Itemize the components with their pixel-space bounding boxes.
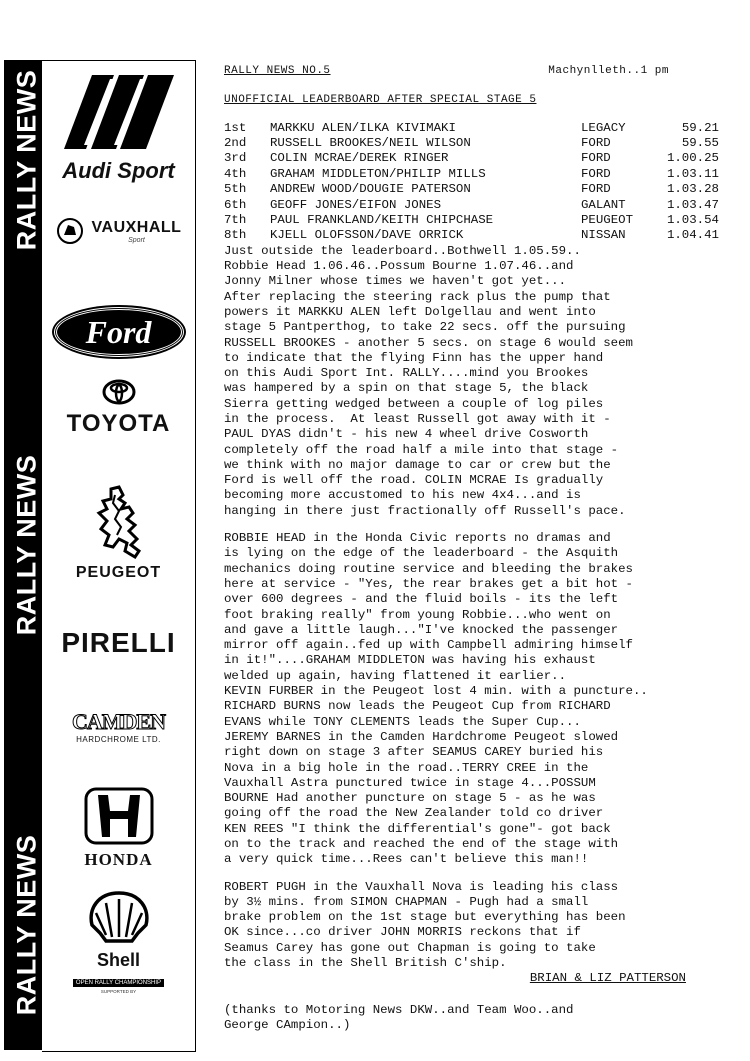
leaderboard-time: 1.03.28	[666, 182, 719, 197]
leaderboard-row	[224, 198, 744, 213]
vauxhall-text: VAUXHALL	[91, 218, 182, 236]
leaderboard-time: 59.21	[681, 120, 719, 135]
leaderboard-row	[224, 182, 744, 197]
ford-oval	[54, 307, 184, 357]
shell-sub-text: OPEN RALLY CHAMPIONSHIP	[73, 979, 164, 987]
toyota-text: TOYOTA	[66, 410, 171, 437]
leaderboard-row	[224, 151, 744, 166]
paragraph-2	[224, 531, 744, 868]
leaderboard-position: 7th	[224, 212, 247, 227]
text-line: in it!"....GRAHAM MIDDLETON was having his exhaust	[224, 653, 596, 668]
text-line: on this Audi Sport Int. RALLY....mind you Brookes	[224, 366, 589, 381]
text-line: Seamus Carey has gone out Chapman is going to take	[224, 940, 596, 955]
text-line: and gave a little laugh..."I've knocked the passenger	[224, 622, 619, 637]
leaderboard-time: 1.03.11	[666, 166, 719, 181]
shell-logo	[42, 891, 195, 994]
rally-news-banner: RALLY NEWS	[11, 69, 42, 251]
leaderboard-crew: RUSSELL BROOKES/NEIL WILSON	[270, 135, 471, 150]
text-line: over 600 degrees - and the fluid boils - its the left	[224, 592, 619, 607]
text-line: ROBBIE HEAD in the Honda Civic reports no dramas and	[224, 531, 611, 546]
vauxhall-sub-text: Sport	[128, 236, 145, 244]
text-line: Vauxhall Astra punctured twice in stage 4...POSSUM	[224, 775, 596, 790]
leaderboard-position: 1st	[224, 120, 247, 135]
text-line: on to the track and reached the end of the stage with	[224, 837, 619, 851]
peugeot-logo	[42, 485, 195, 582]
text-line: JEREMY BARNES in the Camden Hardchrome Peugeot slowed	[224, 729, 619, 744]
bulletin-header	[224, 64, 669, 79]
peugeot-lion-icon	[89, 485, 149, 559]
leaderboard-car: FORD	[581, 182, 611, 197]
location-time: Machynlleth..1 pm	[548, 65, 669, 77]
paragraph-3	[224, 880, 744, 972]
text-line: hanging in there just fractionally off Russell's pace.	[224, 503, 626, 518]
leaderboard-row	[224, 136, 744, 151]
leaderboard-car: PEUGEOT	[581, 212, 634, 227]
text-line: going off the road the New Zealander told co driver	[224, 806, 604, 821]
black-band	[4, 60, 42, 1050]
camden-sub-text: HARDCHROME LTD.	[76, 735, 161, 744]
leaderboard	[224, 121, 744, 244]
shell-supported-text: SUPPORTED BY	[100, 989, 137, 994]
rally-news-banner: RALLY NEWS	[11, 834, 42, 1016]
shell-text: Shell	[96, 950, 140, 970]
pirelli-text: PIRELLI	[61, 627, 176, 658]
leaderboard-car: GALANT	[581, 197, 626, 212]
peugeot-text: PEUGEOT	[75, 564, 162, 581]
text-line: we think with no major damage to car or crew but the	[224, 457, 611, 472]
text-line: completely off the road half a mile into that stage -	[224, 442, 619, 457]
text-line: mirror off again..fed up with Campbell admiring himself	[224, 638, 633, 653]
leaderboard-row	[224, 121, 744, 136]
leaderboard-crew: GEOFF JONES/EIFON JONES	[270, 197, 442, 212]
text-line: the class in the Shell British C'ship.	[224, 956, 507, 971]
text-line: EVANS while TONY CLEMENTS leads the Super Cup...	[224, 714, 581, 729]
text-line: OK since...co driver JOHN MORRIS reckons that if	[224, 925, 581, 940]
toyota-emblem-icon	[102, 379, 136, 405]
leaderboard-position: 2nd	[224, 135, 247, 150]
camden-text: CAMDEN	[72, 709, 165, 734]
honda-text: HONDA	[84, 850, 153, 869]
text-line: RICHARD BURNS now leads the Peugeot Cup from RICHARD	[224, 699, 611, 714]
leaderboard-crew: COLIN MCRAE/DEREK RINGER	[270, 151, 449, 166]
credits	[224, 1003, 744, 1034]
text-line: Nova in a big hole in the road..TERRY CREE in the	[224, 760, 589, 775]
leaderboard-time: 1.00.25	[666, 151, 719, 166]
text-line: is lying on the edge of the leaderboard - the Asquith	[224, 546, 619, 561]
leaderboard-time: 1.04.41	[666, 228, 719, 243]
leaderboard-title: UNOFFICIAL LEADERBOARD AFTER SPECIAL STAGE 5	[224, 94, 537, 107]
bulletin-content	[224, 64, 744, 1033]
sponsor-box	[42, 60, 196, 1052]
leaderboard-time: 59.55	[681, 135, 719, 150]
text-line: (thanks to Motoring News DKW..and Team Woo..and	[224, 1002, 574, 1017]
text-line: RUSSELL BROOKES - another 5 secs. on stage 6 would seem	[224, 335, 633, 350]
vauxhall-logo	[42, 217, 195, 245]
text-line: KEN REES "I think the differential's gone"- got back	[224, 821, 611, 836]
text-line: Just outside the leaderboard..Bothwell 1.05.59..	[224, 243, 581, 258]
text-line: becoming more accustomed to his new 4x4...and is	[224, 488, 581, 503]
leaderboard-crew: PAUL FRANKLAND/KEITH CHIPCHASE	[270, 212, 494, 227]
paragraph-1	[224, 244, 744, 519]
ford-text: Ford	[85, 313, 152, 350]
honda-logo	[42, 787, 195, 870]
text-line: mechanics doing routine service and bleeding the brakes	[224, 561, 633, 576]
text-line: BOURNE Had another puncture on stage 5 - as he was	[224, 791, 596, 806]
leaderboard-position: 4th	[224, 166, 247, 181]
text-line: welded up again, having flattened it earlier..	[224, 668, 567, 683]
leaderboard-car: FORD	[581, 151, 611, 166]
text-line: ROBERT PUGH in the Vauxhall Nova is leading his class	[224, 879, 619, 894]
text-line: brake problem on the 1st stage but everything has been	[224, 910, 626, 925]
toyota-logo	[42, 379, 195, 438]
text-line: Ford is well off the road. COLIN MCRAE Is gradually	[224, 473, 604, 488]
leaderboard-car: LEGACY	[581, 120, 626, 135]
text-line: in the process. At least Russell got away with it -	[224, 411, 611, 426]
audi-sport-logo	[42, 75, 195, 184]
audi-sport-text: Audi Sport	[62, 158, 175, 183]
leaderboard-crew: MARKKU ALEN/ILKA KIVIMAKI	[270, 120, 456, 135]
leaderboard-position: 5th	[224, 182, 247, 197]
text-line: George CAmpion..)	[224, 1017, 351, 1032]
text-line: foot braking really" from young Robbie...who went on	[224, 607, 611, 622]
camden-logo	[42, 709, 195, 744]
leaderboard-row	[224, 213, 744, 228]
pirelli-logo	[42, 627, 195, 659]
leaderboard-crew: ANDREW WOOD/DOUGIE PATERSON	[270, 182, 471, 197]
sponsor-sidebar	[0, 48, 196, 1016]
text-line: KEVIN FURBER in the Peugeot lost 4 min. with a puncture..	[224, 684, 648, 699]
text-line: Robbie Head 1.06.46..Possum Bourne 1.07.46..and	[224, 259, 574, 274]
text-line: by 3½ mins. from SIMON CHAPMAN - Pugh had a small	[224, 894, 589, 909]
text-line: stage 5 Pantperthog, to take 22 secs. off the pursuing	[224, 320, 626, 335]
rally-news-banner: RALLY NEWS	[11, 454, 42, 636]
ford-logo	[42, 307, 195, 357]
leaderboard-crew: KJELL OLOFSSON/DAVE ORRICK	[270, 228, 464, 243]
leaderboard-car: FORD	[581, 166, 611, 181]
text-line: was hampered by a spin on that stage 5, the black	[224, 381, 589, 396]
leaderboard-car: FORD	[581, 135, 611, 150]
text-line: After replacing the steering rack plus the pump that	[224, 289, 611, 304]
text-line: Jonny Milner whose times we haven't got yet...	[224, 274, 567, 289]
leaderboard-position: 6th	[224, 197, 247, 212]
text-line: to indicate that the flying Finn has the upper hand	[224, 350, 604, 365]
audi-stripes-icon	[64, 75, 174, 153]
author-signature: BRIAN & LIZ PATTERSON	[529, 971, 686, 986]
leaderboard-time: 1.03.54	[666, 212, 719, 227]
text-line: PAUL DYAS didn't - his new 4 wheel drive Cosworth	[224, 427, 589, 442]
text-line: right down on stage 3 after SEAMUS CAREY buried his	[224, 745, 604, 760]
issue-title: RALLY NEWS NO.5	[224, 65, 331, 77]
leaderboard-position: 3rd	[224, 151, 247, 166]
text-line: powers it MARKKU ALEN left Dolgellau and went into	[224, 304, 596, 319]
text-line: here at service - "Yes, the rear brakes get a bit hot -	[224, 576, 633, 591]
leaderboard-row	[224, 228, 744, 243]
vauxhall-griffin-icon	[56, 217, 84, 245]
honda-h-icon	[84, 787, 154, 845]
leaderboard-crew: GRAHAM MIDDLETON/PHILIP MILLS	[270, 166, 486, 181]
leaderboard-time: 1.03.47	[666, 197, 719, 212]
leaderboard-car: NISSAN	[581, 228, 626, 243]
shell-pecten-icon	[86, 891, 152, 945]
leaderboard-row	[224, 167, 744, 182]
text-line: Sierra getting wedged between a couple of log piles	[224, 396, 604, 411]
text-line: a very quick time...Rees can't believe this man!!	[224, 852, 589, 867]
leaderboard-position: 8th	[224, 228, 247, 243]
